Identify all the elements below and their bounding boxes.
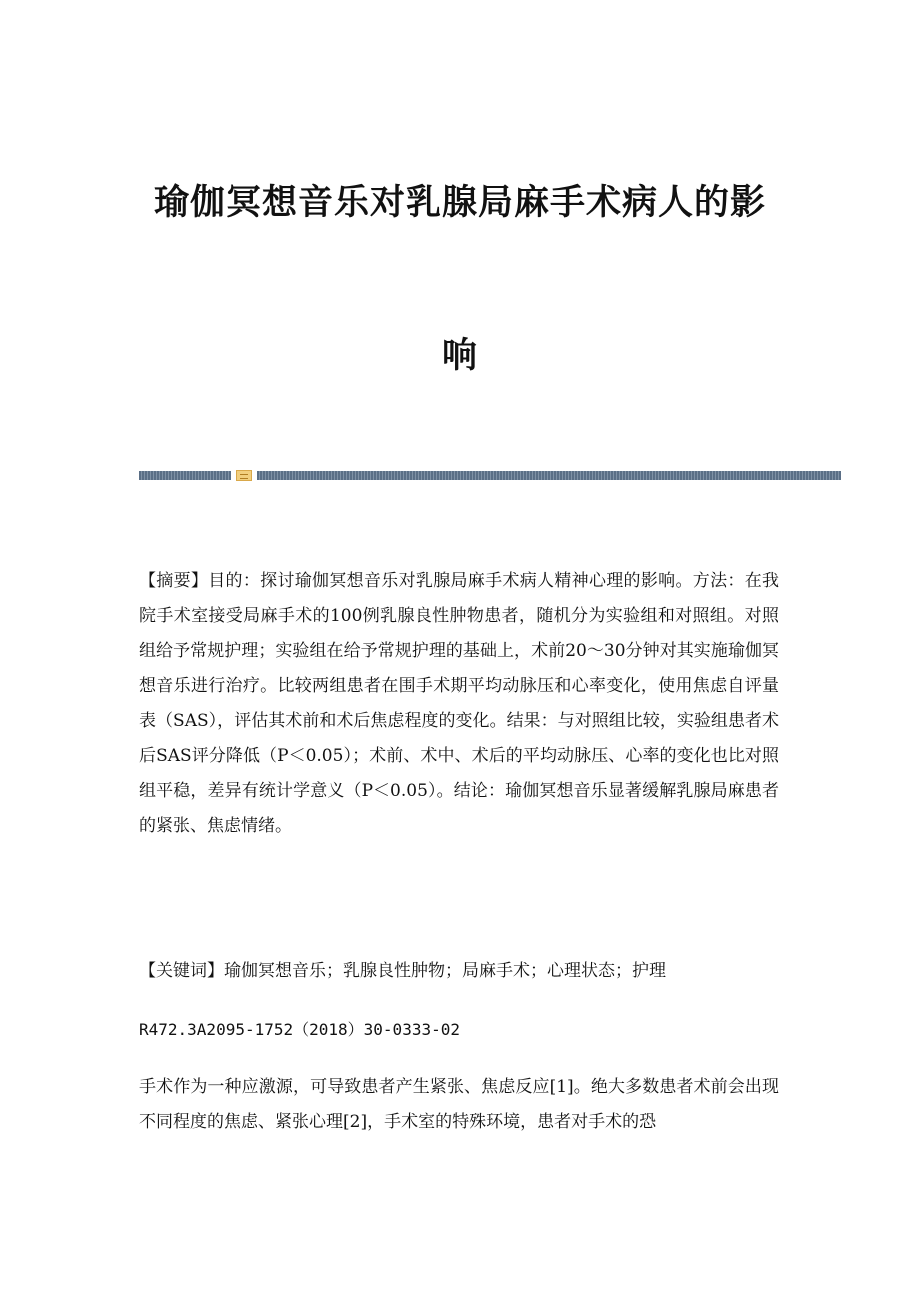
title-line-1: 瑜伽冥想音乐对乳腺局麻手术病人的影 <box>153 183 766 223</box>
body-paragraph: 手术作为一种应激源，可导致患者产生紧张、焦虑反应[1]。绝大多数患者术前会出现不同程度的焦虑、紧张心理[2]，手术室的特殊环境，患者对手术的恐 <box>139 1077 779 1132</box>
divider-bar-right <box>257 471 841 480</box>
abstract-paragraph: 【摘要】目的：探讨瑜伽冥想音乐对乳腺局麻手术病人精神心理的影响。方法：在我院手术室接受局麻手术的100例乳腺良性肿物患者，随机分为实验组和对照组。对照组给予常规护理；实验组在给予常规护理的基础上，术前20～30分钟对其实施瑜伽冥想音乐进行治疗。比较两组患者在围手术期平均动脉压和心率变化，使用焦虑自评量表（SAS），评估其术前和术后焦虑程度的变化。结果：与对照组比较，实验组患者术后SAS评分降低（P＜0.05）；术前、术中、术后的平均动脉压、心率的变化也比对照组平稳，差异有统计学意义（P＜0.05）。结论：瑜伽冥想音乐显著缓解乳腺局麻患者的紧张、焦虑情绪。 <box>139 571 779 836</box>
keywords-paragraph: 【关键词】瑜伽冥想音乐；乳腺良性肿物；局麻手术；心理状态；护理 <box>139 961 666 981</box>
divider-bar-left <box>139 471 231 480</box>
article-title <box>120 183 800 376</box>
classification-number: R472.3A2095-1752（2018）30-0333-02 <box>139 1020 460 1039</box>
divider-ornament-icon <box>236 470 252 481</box>
title-divider <box>139 471 841 480</box>
title-line-2: 响 <box>441 336 478 376</box>
